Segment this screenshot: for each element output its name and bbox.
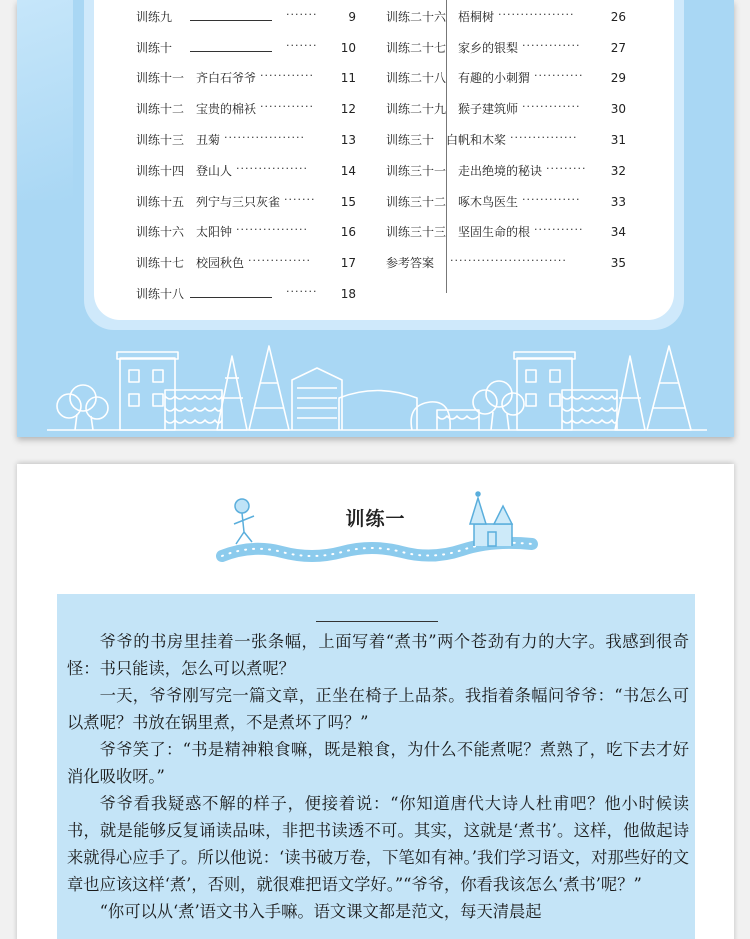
toc-entry-number: 参考答案: [386, 256, 435, 271]
toc-entry: [136, 192, 356, 212]
toc-entry-title: 列宁与三只灰雀: [196, 194, 281, 209]
toc-entry-title-blank: [190, 297, 272, 298]
toc-entry: [386, 68, 626, 88]
toc-entry-title: 丑菊: [196, 133, 221, 147]
toc-entry-page: 18: [340, 287, 356, 301]
toc-entry-page: 30: [610, 102, 626, 117]
toc-entry-leader: ·············: [522, 192, 581, 206]
toc-entry: [386, 192, 626, 212]
toc-entry-number: 训练十四: [136, 163, 185, 178]
toc-entry-leader: ···········: [534, 69, 584, 83]
passage-paragraph: 爷爷的书房里挂着一张条幅，上面写着“煮书”两个苍劲有力的大字。我感到很奇怪：书只能读，怎么可以煮呢？: [67, 632, 689, 678]
toc-entry: [386, 130, 626, 150]
passage-paragraph: 爷爷看我疑惑不解的样子，便接着说：“你知道唐代大诗人杜甫吧？他小时候读书，就是能够反复诵读品味，非把书读透不可。其实，这就是‘煮书’。这样，他做起诗来就得心应手了。所以他说：‘读书破万卷，下笔如有神。’我们学习语文，对那些好的文章也应该这样‘煮’，否则，就很难把语文学好。”“爷爷，你看我该怎么‘煮书’呢？”: [67, 794, 689, 894]
toc-entry: [136, 38, 356, 58]
reading-passage-box: [57, 594, 695, 939]
toc-entry-leader: ·······: [286, 285, 318, 298]
toc-entry-number: 训练十七: [136, 256, 185, 271]
toc-entry-number: 训练十一: [136, 71, 185, 86]
toc-entry-title: 宝贵的棉袄: [196, 102, 257, 117]
toc-entry-title: 家乡的银梨: [458, 40, 519, 55]
toc-entry-number: 训练十: [136, 40, 173, 55]
toc-page: [17, 0, 734, 437]
toc-entry-number: 训练三十: [386, 133, 435, 147]
toc-entry: [386, 99, 626, 119]
toc-entry: [386, 253, 626, 273]
toc-entry-number: 训练三十一: [386, 163, 447, 178]
toc-entry: [136, 284, 356, 304]
toc-card: [94, 0, 674, 320]
toc-entry-number: 训练十三: [136, 133, 185, 147]
toc-entry-number: 训练三十三: [386, 225, 447, 240]
toc-entry-leader: ·······: [286, 7, 318, 21]
toc-entry-page: 13: [340, 133, 356, 147]
toc-entry-leader: ·······: [286, 38, 318, 52]
toc-entry-title: 白帆和木桨: [446, 133, 507, 147]
toc-entry-leader: ············: [260, 100, 314, 114]
toc-entry: [136, 68, 356, 88]
passage-title-blank: [316, 621, 438, 622]
toc-entry-page: 11: [340, 71, 356, 86]
toc-entry-title: 太阳钟: [196, 225, 233, 240]
toc-entry-leader: ··························: [450, 254, 567, 268]
toc-entry-number: 训练十八: [136, 287, 185, 301]
skyline-illustration: [17, 338, 734, 437]
toc-entry-title: 梧桐树: [458, 9, 495, 24]
toc-entry-title-blank: [190, 20, 272, 21]
toc-entry-title: 有趣的小刺猬: [458, 71, 531, 86]
toc-entry: [136, 130, 356, 150]
toc-entry-number: 训练十五: [136, 194, 185, 209]
toc-entry-leader: ············: [260, 69, 314, 83]
toc-entry-page: 31: [610, 133, 626, 147]
toc-entry: [136, 7, 356, 27]
toc-entry-leader: ·············: [522, 38, 581, 52]
toc-entry: [136, 253, 356, 273]
toc-entry-page: 32: [610, 163, 626, 178]
toc-entry-number: 训练三十二: [386, 194, 447, 209]
toc-entry-page: 14: [340, 163, 356, 178]
toc-entry-title: 校园秋色: [196, 256, 245, 271]
toc-entry-page: 35: [610, 256, 626, 271]
toc-entry-title: 登山人: [196, 163, 233, 178]
toc-entry-title: 走出绝境的秘诀: [458, 163, 543, 178]
toc-entry-page: 16: [340, 225, 356, 240]
lesson-title: 训练一: [345, 508, 406, 530]
toc-entry: [386, 7, 626, 27]
toc-entry: [136, 99, 356, 119]
toc-entry-page: 9: [348, 9, 356, 24]
toc-entry: [386, 161, 626, 181]
toc-entry-leader: ·············: [522, 100, 581, 114]
toc-entry-page: 26: [610, 9, 626, 24]
toc-entry: [386, 38, 626, 58]
passage-paragraph: 爷爷笑了：“书是精神粮食嘛，既是粮食，为什么不能煮呢？煮熟了，吃下去才好消化吸收呀。”: [67, 740, 689, 786]
toc-entry-number: 训练二十七: [386, 40, 447, 55]
toc-entry-leader: ·······: [284, 192, 316, 206]
toc-entry-number: 训练二十六: [386, 9, 447, 24]
reading-passage: [67, 628, 689, 925]
toc-entry: [386, 222, 626, 242]
toc-entry-title: 齐白石爷爷: [196, 71, 257, 86]
toc-entry-leader: ··············: [248, 254, 311, 268]
toc-entry-page: 29: [610, 71, 626, 86]
toc-entry: [136, 222, 356, 242]
toc-entry-leader: ···········: [534, 223, 584, 237]
toc-entry-leader: ················: [236, 223, 308, 237]
toc-entry-leader: ·········: [546, 161, 587, 175]
toc-entry-title: 啄木鸟医生: [458, 194, 519, 209]
toc-entry-page: 15: [340, 194, 356, 209]
toc-entry-page: 17: [340, 256, 356, 271]
toc-entry-page: 27: [610, 40, 626, 55]
passage-paragraph: “你可以从‘煮’语文书入手嘛。语文课文都是范文，每天清晨起: [99, 902, 542, 921]
toc-entry-number: 训练二十八: [386, 71, 447, 86]
lesson-page: [17, 464, 734, 939]
toc-entry-leader: ···············: [510, 131, 578, 144]
toc-entry: [136, 161, 356, 181]
toc-entry-number: 训练十二: [136, 102, 185, 117]
corner-band: [17, 0, 73, 200]
toc-entry-leader: ················: [236, 161, 308, 175]
toc-entry-number: 训练十六: [136, 225, 185, 240]
toc-entry-title: 猴子建筑师: [458, 102, 519, 117]
toc-entry-page: 33: [610, 194, 626, 209]
toc-entry-number: 训练九: [136, 9, 173, 24]
toc-entry-leader: ··················: [224, 131, 305, 144]
toc-entry-title: 坚固生命的根: [458, 225, 531, 240]
toc-entry-page: 34: [610, 225, 626, 240]
toc-entry-leader: ·················: [498, 7, 575, 21]
toc-entry-page: 12: [340, 102, 356, 117]
passage-paragraph: 一天，爷爷刚写完一篇文章，正坐在椅子上品茶。我指着条幅问爷爷：“书怎么可以煮呢？书放在锅里煮，不是煮坏了吗？”: [67, 686, 689, 732]
toc-entry-title-blank: [190, 51, 272, 52]
toc-entry-number: 训练二十九: [386, 102, 447, 117]
toc-entry-page: 10: [340, 40, 356, 55]
